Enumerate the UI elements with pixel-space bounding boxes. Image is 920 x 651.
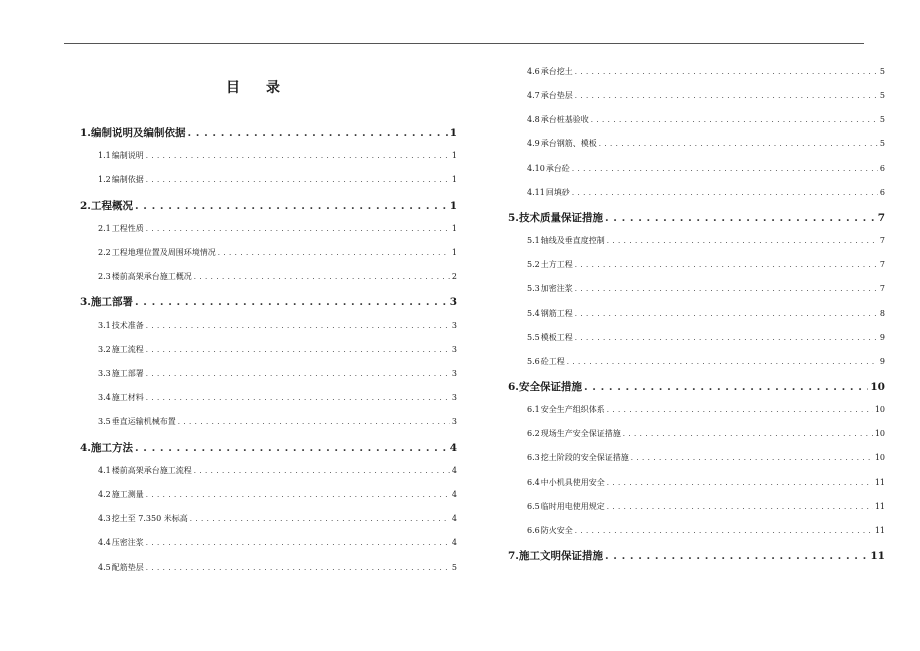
toc-dot-leader (623, 429, 873, 438)
toc-dot-leader (218, 248, 450, 257)
toc-entry-page-number: 5 (879, 67, 885, 76)
toc-title-part1: 目 (226, 80, 241, 96)
toc-entry-page-number: 11 (874, 525, 885, 535)
toc-subsection-entry[interactable] (98, 174, 457, 185)
toc-entry-label: 砼工程 (540, 356, 565, 366)
toc-entry-label: 施工文明保证措施 (518, 550, 603, 562)
toc-dot-leader (146, 224, 450, 233)
toc-entry-label: 技术准备 (111, 320, 144, 330)
toc-dot-leader (575, 526, 873, 535)
toc-section-entry[interactable] (80, 125, 457, 140)
toc-dot-leader (146, 175, 450, 184)
toc-subsection-entry[interactable] (527, 187, 885, 198)
toc-dot-leader (575, 260, 878, 269)
toc-entry-page-number: 3 (451, 393, 457, 403)
toc-entry-label: 配筋垫层 (111, 562, 144, 572)
toc-entry-number: 4. (80, 441, 91, 454)
toc-subsection-entry[interactable] (98, 344, 457, 355)
toc-entry-page-number: 4 (449, 441, 457, 454)
toc-entry-page-number: 11 (874, 477, 885, 487)
toc-entry-label: 承台钢筋、模板 (540, 139, 597, 149)
toc-entry-number: 5.5 (527, 332, 540, 342)
toc-subsection-entry[interactable] (527, 332, 885, 343)
toc-entry-number: 4.6 (527, 67, 540, 76)
toc-entry-label: 工程性质 (111, 223, 144, 233)
toc-subsection-entry[interactable] (527, 356, 885, 367)
toc-subsection-entry[interactable] (98, 513, 457, 524)
toc-subsection-entry[interactable] (527, 404, 885, 415)
toc-dot-leader (599, 139, 878, 148)
toc-dot-leader (575, 333, 878, 342)
toc-dot-leader (575, 284, 878, 293)
toc-entry-label: 压密注浆 (111, 538, 144, 548)
toc-subsection-entry[interactable] (527, 308, 885, 319)
toc-subsection-entry[interactable] (98, 320, 457, 331)
toc-entry-label: 承台桩基验收 (540, 115, 589, 125)
toc-dot-leader (187, 127, 447, 139)
toc-section-entry[interactable] (508, 210, 885, 225)
toc-dot-leader (575, 67, 878, 76)
toc-subsection-entry[interactable] (98, 489, 457, 500)
toc-dot-leader (607, 478, 873, 487)
toc-dot-leader (146, 490, 450, 499)
toc-entry-page-number: 2 (451, 272, 457, 282)
toc-entry-label: 回填砂 (545, 187, 570, 197)
toc-entry-number: 6.4 (527, 477, 540, 487)
toc-entry-number: 4.2 (98, 490, 111, 499)
toc-entry-label: 技术质量保证措施 (518, 211, 603, 224)
toc-entry-label: 现场生产安全保证措施 (540, 429, 621, 439)
toc-subsection-entry[interactable] (98, 416, 457, 427)
toc-subsection-entry[interactable] (527, 501, 885, 512)
toc-entry-number: 7. (508, 550, 519, 562)
toc-entry-page-number: 1 (451, 223, 457, 233)
toc-dot-leader (146, 538, 450, 547)
toc-entry-number: 5. (508, 211, 519, 224)
toc-dot-leader (146, 321, 450, 330)
toc-entry-number: 2.2 (98, 248, 111, 257)
toc-section-entry[interactable] (80, 440, 457, 455)
toc-entry-number: 3.5 (98, 417, 111, 427)
toc-entry-label: 编制说明及编制依据 (90, 127, 186, 139)
toc-entry-page-number: 10 (870, 380, 885, 393)
toc-subsection-entry[interactable] (527, 525, 885, 536)
toc-entry-page-number: 7 (879, 236, 885, 246)
toc-dot-leader (190, 514, 450, 523)
toc-entry-page-number: 1 (449, 199, 457, 212)
toc-subsection-entry[interactable] (527, 283, 885, 294)
toc-entry-number: 1. (80, 127, 91, 139)
toc-dot-leader (607, 502, 873, 511)
toc-subsection-entry[interactable] (527, 163, 885, 174)
toc-entry-number: 4.4 (98, 538, 111, 548)
toc-subsection-entry[interactable] (527, 90, 885, 101)
toc-entry-number: 6.2 (527, 429, 540, 439)
toc-entry-number: 5.3 (527, 284, 540, 294)
toc-entry-page-number: 5 (879, 115, 885, 125)
toc-entry-number: 4.10 (527, 163, 545, 173)
toc-entry-label: 临时用电使用规定 (540, 501, 605, 511)
toc-entry-page-number: 4 (451, 465, 457, 475)
toc-entry-label: 挖土阶段的安全保证措施 (540, 453, 629, 463)
toc-entry-number: 6.1 (527, 405, 540, 415)
toc-entry-number: 6.3 (527, 453, 540, 463)
toc-subsection-entry[interactable] (527, 235, 885, 246)
toc-entry-label: 施工测量 (111, 490, 144, 499)
toc-entry-label: 施工部署 (111, 369, 144, 378)
toc-entry-page-number: 4 (451, 490, 457, 499)
toc-entry-label: 工程概况 (90, 199, 133, 212)
toc-entry-number: 3. (80, 296, 91, 309)
toc-entry-label: 编制依据 (111, 175, 144, 185)
toc-section-entry[interactable] (80, 294, 457, 309)
toc-entry-label: 施工流程 (111, 344, 144, 354)
toc-entry-page-number: 5 (451, 562, 457, 572)
toc-entry-page-number: 4 (451, 538, 457, 548)
toc-entry-page-number: 3 (451, 320, 457, 330)
toc-entry-page-number: 7 (879, 284, 885, 294)
toc-entry-number: 2.1 (98, 223, 111, 233)
toc-entry-page-number: 3 (451, 369, 457, 378)
toc-entry-label: 承台砼 (545, 163, 570, 173)
toc-subsection-entry[interactable] (98, 150, 457, 161)
toc-entry-number: 4.5 (98, 562, 111, 572)
toc-entry-number: 1.1 (98, 151, 111, 161)
toc-entry-number: 3.3 (98, 369, 111, 378)
toc-entry-page-number: 3 (449, 296, 457, 309)
toc-subsection-entry[interactable] (527, 138, 885, 149)
toc-entry-page-number: 10 (874, 429, 885, 439)
toc-entry-page-number: 5 (879, 91, 885, 101)
toc-entry-page-number: 6 (879, 163, 885, 173)
toc-subsection-entry[interactable] (527, 477, 885, 488)
toc-entry-label: 挖土至 7.350 米标高 (111, 514, 188, 524)
toc-subsection-entry[interactable] (98, 392, 457, 403)
toc-entry-page-number: 1 (451, 248, 457, 257)
toc-entry-page-number: 3 (451, 417, 457, 427)
toc-entry-page-number: 1 (451, 151, 457, 161)
toc-entry-number: 5.4 (527, 308, 540, 318)
toc-dot-leader (605, 212, 876, 224)
toc-entry-number: 4.8 (527, 115, 540, 125)
toc-entry-number: 2. (80, 199, 91, 212)
toc-section-entry[interactable] (508, 548, 885, 563)
toc-entry-page-number: 6 (879, 187, 885, 197)
toc-section-entry[interactable] (80, 198, 457, 213)
toc-dot-leader (194, 466, 450, 475)
toc-subsection-entry[interactable] (98, 537, 457, 548)
toc-entry-label: 安全保证措施 (518, 380, 582, 393)
toc-dot-leader (146, 369, 450, 378)
toc-dot-leader (146, 345, 450, 354)
toc-dot-leader (607, 236, 878, 245)
toc-entry-label: 模板工程 (540, 332, 573, 342)
toc-subsection-entry[interactable] (527, 66, 885, 77)
toc-entry-number: 1.2 (98, 175, 111, 185)
toc-subsection-entry[interactable] (98, 271, 457, 282)
header-rule (64, 43, 864, 44)
toc-entry-page-number: 10 (874, 453, 885, 463)
toc-subsection-entry[interactable] (527, 428, 885, 439)
toc-subsection-entry[interactable] (98, 368, 457, 379)
toc-entry-label: 工程地理位置及周围环境情况 (111, 248, 216, 257)
toc-entry-number: 4.1 (98, 465, 111, 475)
toc-entry-page-number: 4 (451, 514, 457, 524)
toc-dot-leader (146, 563, 450, 572)
toc-entry-label: 土方工程 (540, 260, 573, 270)
toc-title (226, 77, 281, 97)
toc-entry-label: 楼前高架承台施工流程 (111, 465, 192, 475)
toc-subsection-entry[interactable] (98, 223, 457, 234)
toc-subsection-entry[interactable] (527, 259, 885, 270)
toc-dot-leader (194, 272, 450, 281)
toc-entry-page-number: 7 (877, 211, 885, 224)
toc-entry-number: 6.5 (527, 501, 540, 511)
toc-subsection-entry[interactable] (98, 247, 457, 258)
toc-dot-leader (605, 550, 868, 562)
toc-subsection-entry[interactable] (527, 114, 885, 125)
toc-entry-page-number: 10 (874, 405, 885, 415)
toc-entry-label: 垂直运输机械布置 (111, 417, 176, 427)
toc-dot-leader (631, 453, 873, 462)
toc-dot-leader (146, 393, 450, 402)
toc-dot-leader (146, 151, 450, 160)
toc-dot-leader (135, 296, 448, 308)
toc-entry-page-number: 8 (879, 308, 885, 318)
toc-entry-label: 承台挖土 (540, 67, 573, 76)
toc-entry-number: 3.1 (98, 320, 111, 330)
toc-entry-page-number: 3 (451, 344, 457, 354)
toc-entry-number: 2.3 (98, 272, 111, 282)
toc-dot-leader (584, 381, 868, 393)
toc-entry-label: 中小机具使用安全 (540, 477, 605, 487)
toc-subsection-entry[interactable] (98, 465, 457, 476)
toc-dot-leader (178, 417, 450, 426)
toc-entry-page-number: 7 (879, 260, 885, 270)
toc-entry-label: 编制说明 (111, 151, 144, 161)
toc-title-part2: 录 (266, 80, 281, 96)
toc-entry-page-number: 9 (879, 332, 885, 342)
toc-subsection-entry[interactable] (98, 562, 457, 573)
toc-dot-leader (572, 188, 878, 197)
toc-entry-number: 5.2 (527, 260, 540, 270)
toc-entry-number: 5.6 (527, 356, 540, 366)
toc-entry-number: 5.1 (527, 236, 540, 246)
toc-entry-page-number: 11 (874, 501, 885, 511)
toc-entry-page-number: 11 (870, 550, 885, 562)
toc-entry-number: 4.11 (527, 187, 545, 197)
toc-entry-page-number: 1 (451, 175, 457, 185)
toc-entry-page-number: 5 (879, 139, 885, 149)
toc-entry-number: 4.9 (527, 139, 540, 149)
toc-dot-leader (135, 200, 448, 212)
toc-dot-leader (567, 357, 878, 366)
toc-entry-label: 施工方法 (90, 441, 133, 454)
toc-entry-number: 6. (508, 380, 519, 393)
toc-entry-label: 防火安全 (540, 525, 573, 535)
toc-dot-leader (607, 405, 873, 414)
toc-entry-label: 施工材料 (111, 393, 144, 403)
toc-entry-number: 4.7 (527, 91, 540, 101)
toc-entry-label: 钢筋工程 (540, 308, 573, 318)
toc-entry-number: 6.6 (527, 525, 540, 535)
toc-entry-label: 施工部署 (90, 296, 133, 309)
toc-entry-number: 3.2 (98, 344, 111, 354)
toc-dot-leader (591, 115, 878, 124)
toc-entry-label: 加密注浆 (540, 284, 573, 294)
toc-dot-leader (575, 91, 878, 100)
toc-entry-label: 承台垫层 (540, 91, 573, 101)
toc-entry-label: 轴线及垂直度控制 (540, 236, 605, 246)
toc-dot-leader (135, 442, 448, 454)
toc-entry-label: 楼前高架承台施工概况 (111, 272, 192, 282)
toc-entry-label: 安全生产组织体系 (540, 405, 605, 415)
toc-section-entry[interactable] (508, 379, 885, 394)
toc-entry-page-number: 1 (449, 127, 457, 139)
toc-dot-leader (575, 309, 878, 318)
toc-subsection-entry[interactable] (527, 452, 885, 463)
toc-dot-leader (572, 164, 878, 173)
toc-entry-number: 3.4 (98, 393, 111, 403)
toc-entry-page-number: 9 (879, 356, 885, 366)
toc-entry-number: 4.3 (98, 514, 111, 524)
